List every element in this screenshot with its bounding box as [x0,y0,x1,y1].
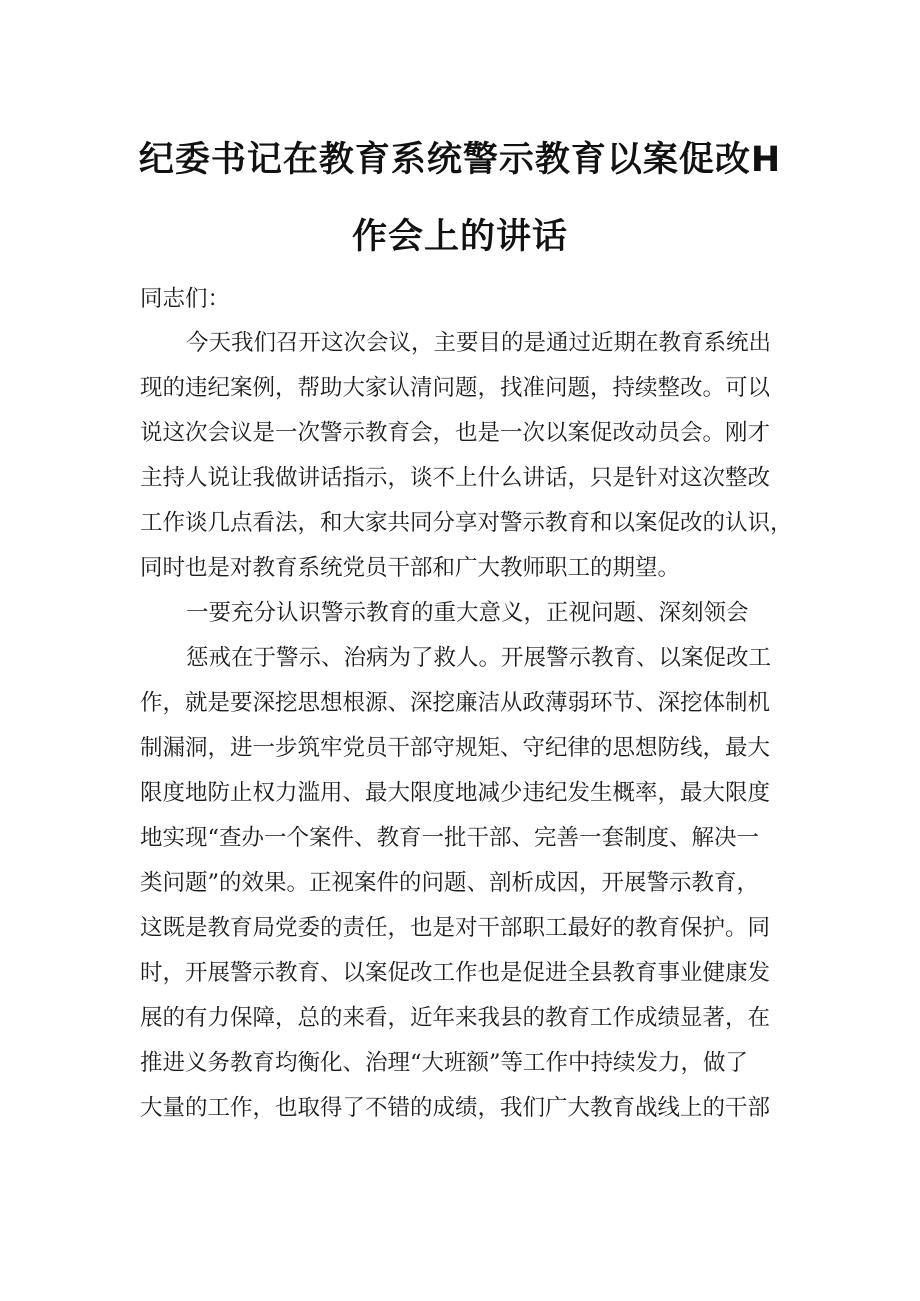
paragraph-2-line-10: 推进义务教育均衡化、治理“大班额”等工作中持续发力，做了 [140,1050,749,1076]
paragraph-2-line-3: 制漏洞，进一步筑牢党员干部守规矩、守纪律的思想防线，最大 [140,735,771,761]
paragraph-1-line-5: 工作谈几点看法，和大家共同分享对警示教育和以案促改的认识， [140,510,793,536]
salutation: 同志们： [140,286,231,312]
paragraph-1-line-6: 同时也是对教育系统党员干部和广大教师职工的期望。 [140,555,681,581]
paragraph-2-line-9: 展的有力保障，总的来看，近年来我县的教育工作成绩显著，在 [140,1005,771,1031]
document-title-line-1: 纪委书记在教育系统警示教育以案促改H [138,140,782,180]
paragraph-1-line-4: 主持人说让我做讲话指示，谈不上什么讲话，只是针对这次整改 [140,465,771,491]
paragraph-2-line-7: 这既是教育局党委的责任，也是对干部职工最好的教育保护。同 [140,915,771,941]
paragraph-1-line-1: 今天我们召开这次会议，主要目的是通过近期在教育系统出 [186,330,772,356]
paragraph-2-line-2: 作，就是要深挖思想根源、深挖廉洁从政薄弱环节、深挖体制机 [140,690,771,716]
paragraph-2-line-8: 时，开展警示教育、以案促改工作也是促进全县教育事业健康发 [140,960,771,986]
paragraph-2-line-6: 类问题”的效果。正视案件的问题、剖析成因，开展警示教育， [140,870,760,896]
paragraph-1-line-3: 说这次会议是一次警示教育会，也是一次以案促改动员会。刚才 [140,420,771,446]
paragraph-1-line-2: 现的违纪案例，帮助大家认清问题，找准问题，持续整改。可以 [140,375,771,401]
paragraph-2-line-5: 地实现“查办一个案件、教育一批干部、完善一套制度、解决一 [140,825,760,851]
paragraph-2-line-4: 限度地防止权力滥用、最大限度地减少违纪发生概率，最大限度 [140,780,771,806]
paragraph-2-line-1: 惩戒在于警示、治病为了救人。开展警示教育、以案促改工 [186,645,772,671]
document-title-line-2: 作会上的讲话 [351,217,568,257]
paragraph-2-line-11: 大量的工作，也取得了不错的成绩，我们广大教育战线上的干部 [140,1095,771,1121]
section-heading-1: 一要充分认识警示教育的重大意义，正视问题、深刻领会 [186,600,749,626]
